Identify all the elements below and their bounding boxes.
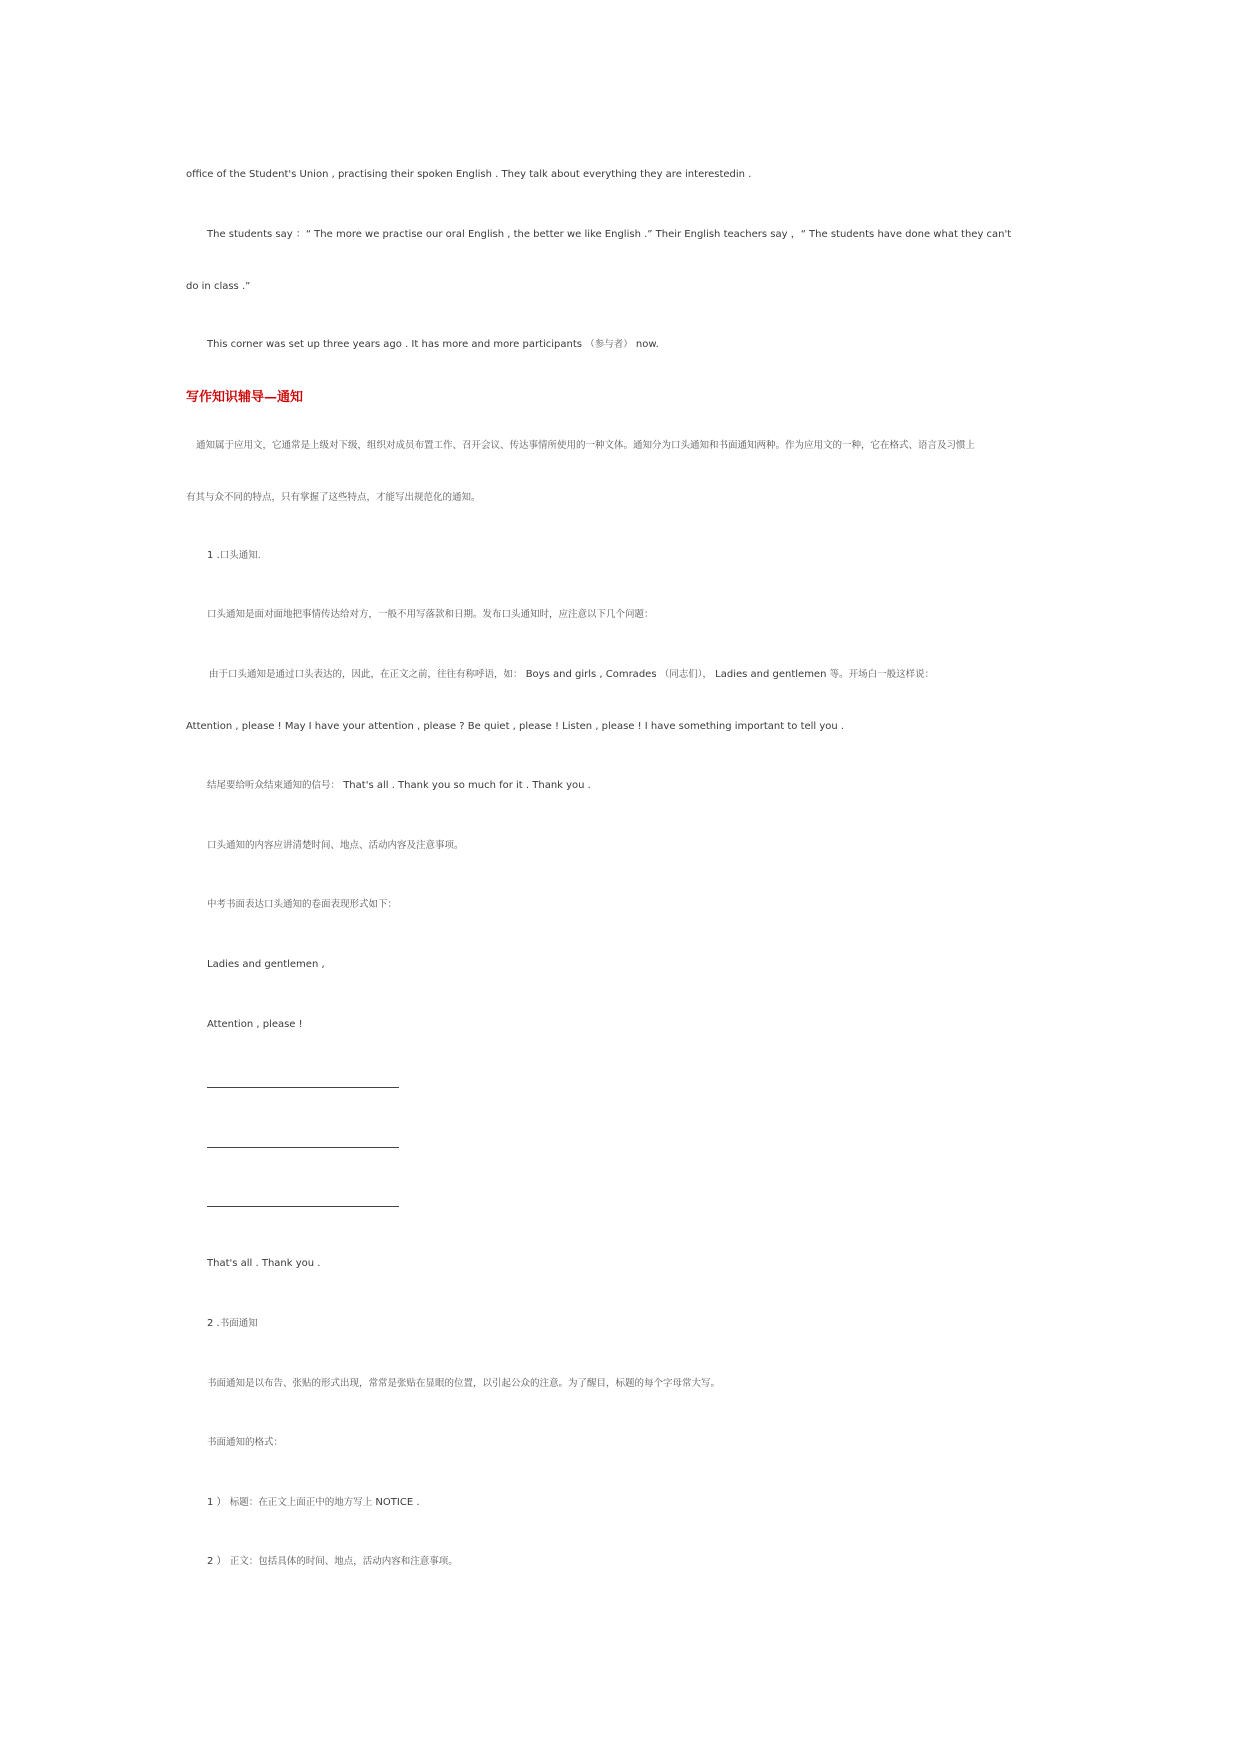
written-format-title: 书面通知的格式：: [207, 1437, 284, 1448]
format-item-1: [207, 1496, 420, 1510]
greeting-example: Ladies and gentlemen: [711, 669, 830, 680]
written-notice-title: [207, 1317, 258, 1331]
item-number: 1 .: [207, 550, 220, 561]
paragraph-text: do in class .”: [186, 281, 251, 292]
paragraph-text: office of the Student's Union , practising their spoken English . They talk about everything they are interestedin .: [186, 169, 752, 180]
blank-line-3: [207, 1206, 399, 1207]
sample-attention: Attention , please !: [207, 1019, 303, 1030]
item-number: 1 ）: [207, 1497, 227, 1508]
paragraph-students-say-line1: [207, 228, 1011, 242]
oral-greeting-line: [209, 668, 934, 682]
item-number: 2 .: [207, 1318, 220, 1329]
paragraph-text: now.: [632, 339, 659, 350]
paragraph-students-say-line2: [186, 280, 250, 294]
oral-ending-line: [207, 779, 591, 793]
greeting-example: Boys and girls , Comrades: [522, 669, 660, 680]
format-item-2: [207, 1555, 458, 1569]
sample-ending: That's all . Thank you .: [207, 1258, 321, 1269]
ending-example: That's all . Thank you so much for it . Thank you .: [340, 780, 591, 791]
greeting-gloss: （同志们），: [659, 669, 712, 680]
blank-line-2: [207, 1147, 399, 1148]
paragraph-student-union: [186, 168, 751, 182]
item-text: 标题：在正文上面正中的地方写上: [229, 1497, 373, 1508]
paragraph-corner-setup: [207, 338, 659, 352]
intro-line-2: 有其与众不同的特点，只有掌握了这些特点，才能写出规范化的通知。: [186, 492, 481, 503]
ending-text: 结尾要给听众结束通知的信号：: [207, 780, 341, 791]
paragraph-text: The students say ：“ The more we practise our oral English , the better we like English .” Their English teachers say ，“ The students have done what they can't: [207, 229, 1012, 240]
blank-line-1: [207, 1087, 399, 1088]
oral-content-note: 口头通知的内容应讲清楚时间、地点、活动内容及注意事项。: [207, 840, 464, 851]
item-text: 正文：包括具体的时间、地点，活动内容和注意事项。: [229, 1556, 458, 1567]
oral-notice-description: 口头通知是面对面地把事情传达给对方，一般不用写落款和日期。发布口头通知时，应注意以下几个问题：: [207, 609, 654, 620]
written-notice-description: 书面通知是以布告、张贴的形式出现，常常是张贴在显眼的位置，以引起公众的注意。为了醒目，标题的每个字母常大写。: [207, 1378, 721, 1389]
section-heading: 写作知识辅导—通知: [186, 390, 304, 405]
paragraph-gloss: （参与者）: [585, 339, 633, 350]
item-title: 书面通知: [219, 1318, 258, 1329]
oral-notice-title: [207, 549, 261, 563]
sample-greeting: Ladies and gentlemen ,: [207, 959, 325, 970]
item-number: 2 ）: [207, 1556, 227, 1567]
paragraph-text: This corner was set up three years ago . It has more and more participants: [207, 339, 586, 350]
item-example: NOTICE .: [372, 1497, 420, 1508]
greeting-text: 等。开场白一般这样说：: [829, 669, 935, 680]
oral-opening-examples: Attention , please ! May I have your attention , please ? Be quiet , please ! Listen , please ! I have something important to tell you .: [186, 721, 845, 732]
oral-exam-note: 中考书面表达口头通知的卷面表现形式如下：: [207, 899, 398, 910]
intro-line-1: 通知属于应用文，它通常是上级对下级，组织对成员布置工作、召开会议、传达事情所使用的一种文体。通知分为口头通知和书面通知两种。作为应用文的一种，它在格式、语言及习惯上: [196, 440, 976, 451]
item-title: 口头通知.: [219, 550, 261, 561]
greeting-text: 由于口头通知是通过口头表达的，因此，在正文之前，往往有称呼语，如：: [209, 669, 523, 680]
